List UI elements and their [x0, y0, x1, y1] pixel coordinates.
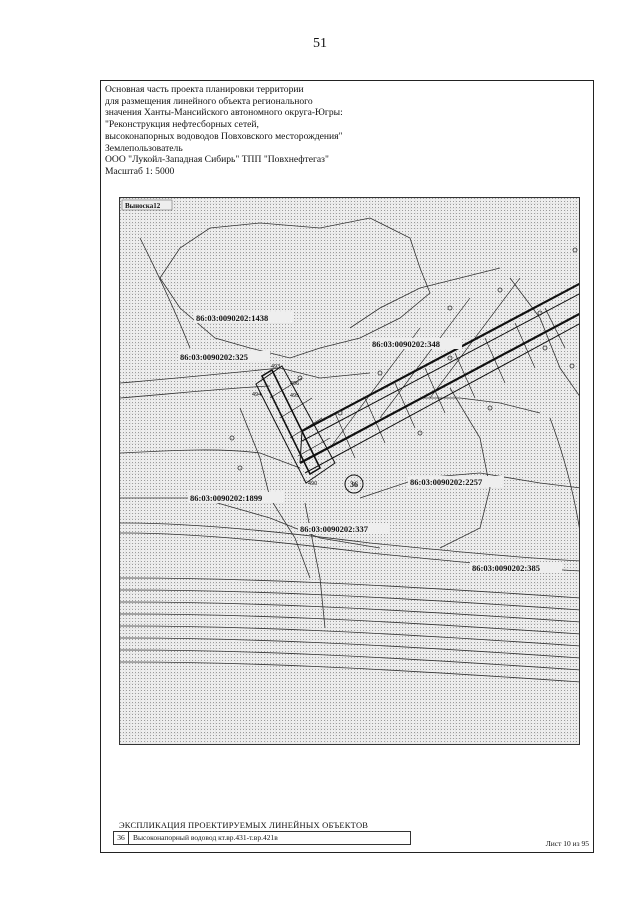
cadastral-map [119, 197, 580, 745]
inset-label: Выноска12 [125, 202, 161, 210]
drawing-sheet [100, 80, 594, 853]
parcel-label: 86:03:0090202:325 [180, 352, 248, 362]
title-line: "Реконструкция нефтесборных сетей, [105, 119, 259, 131]
point-label: 490 [308, 481, 318, 487]
title-line: Основная часть проекта планировки территории [105, 84, 304, 95]
title-line: для размещения линейного объекта регионального [105, 95, 313, 107]
parcel-label: 86:03:0090202:2257 [410, 477, 483, 487]
title-block [105, 84, 343, 178]
parcel-label: 86:03:0090202:348 [372, 339, 440, 349]
parcel-label: 86:03:0090202:1899 [190, 493, 263, 503]
explication-title: ЭКСПЛИКАЦИЯ ПРОЕКТИРУЕМЫХ ЛИНЕЙНЫХ ОБЪЕКТОВ [119, 820, 369, 830]
parcel-label: 86:03:0090202:337 [300, 524, 368, 534]
explication-row-name: Высоконапорный водовод кт.вр.431-т.вр.421в [133, 833, 278, 842]
page-number: 51 [313, 36, 327, 51]
map-drawing [120, 198, 580, 745]
explication-row-number: 36 [114, 832, 129, 844]
sheet-counter: Лист 10 из 95 [545, 839, 589, 848]
title-line: высоконапорных водоводов Повховского месторождения" [105, 130, 343, 142]
object-marker-label: 36 [350, 480, 358, 489]
parcel-label: 86:03:0090202:385 [472, 563, 540, 573]
point-label: 493 [271, 364, 281, 370]
title-line: Землепользователь [105, 142, 183, 154]
point-label: 494 [252, 392, 262, 398]
point-label: 495 [290, 393, 300, 399]
parcel-label: 86:03:0090202:1438 [196, 313, 269, 323]
title-line: ООО "Лукойл-Западная Сибирь" ТПП "Повхнефтегаз" [105, 154, 329, 166]
explication-table [113, 831, 411, 845]
title-line: значения Ханты-Мансийского автономного округа-Югры: [105, 107, 343, 119]
scale-line: Масштаб 1: 5000 [105, 165, 175, 177]
point-label: 496 [290, 381, 300, 387]
